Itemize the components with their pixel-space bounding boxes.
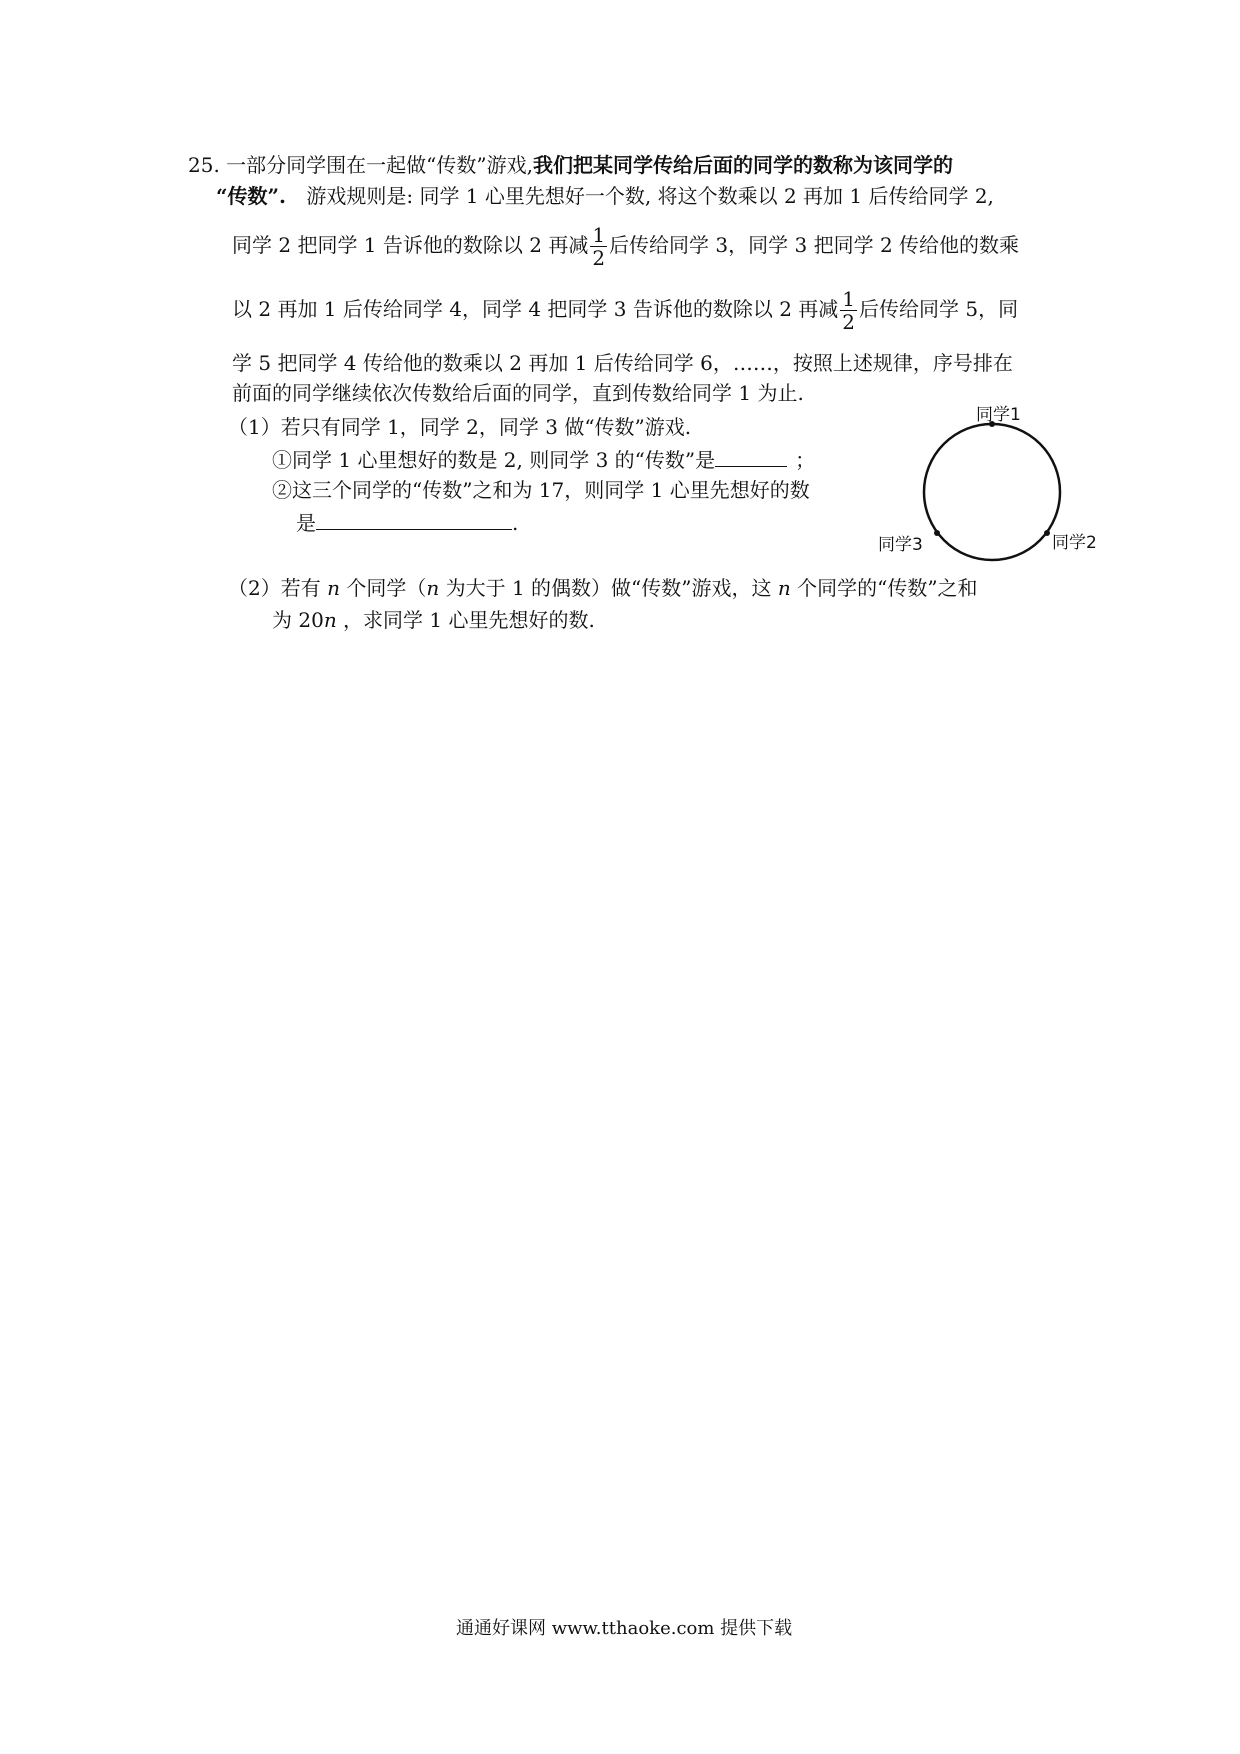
point-student-2 — [1044, 530, 1050, 536]
definition-text: “传数”. — [216, 184, 286, 208]
q2-cont: 是 — [296, 511, 316, 535]
intro-text: 一部分同学围在一起做“传数”游戏, — [226, 153, 533, 177]
var-n: n — [323, 608, 337, 632]
intro-bold-text: 我们把某同学传给后面的同学的数称为该同学的 — [532, 153, 953, 177]
line3-text-b: 后传给同学 3，同学 3 把同学 2 传给他的数乘 — [609, 233, 1020, 257]
problem-line-4 — [232, 287, 1018, 333]
label-student-3: 同学3 — [878, 535, 923, 555]
circle-diagram — [900, 400, 1100, 580]
problem-line-2 — [216, 181, 994, 211]
part2-text-c: 为大于 1 的偶数）做“传数”游戏，这 — [439, 576, 778, 600]
q1-end: ； — [795, 448, 816, 472]
var-n: n — [426, 576, 440, 600]
part2-line-1 — [228, 573, 978, 603]
part1-question-2-cont — [296, 507, 518, 538]
point-student-3 — [934, 530, 940, 536]
label-student-2: 同学2 — [1052, 533, 1097, 553]
part2-text-e: 为 20 — [272, 608, 324, 632]
problem-line-6: 前面的同学继续依次传数给后面的同学，直到传数给同学 1 为止. — [232, 381, 804, 405]
footer-text: 通通好课网 www.tthaoke.com 提供下载 — [456, 1618, 793, 1639]
line4-text-b: 后传给同学 5，同 — [859, 297, 1019, 321]
part2-text-b: 个同学（ — [339, 576, 427, 600]
q2-end: . — [512, 511, 519, 535]
answer-blank-2[interactable] — [316, 507, 512, 530]
part2-text-d: 个同学的“传数”之和 — [790, 576, 978, 600]
rule-text: 游戏规则是: 同学 1 心里先想好一个数, 将这个数乘以 2 再加 1 后传给同学 2, — [306, 184, 994, 208]
answer-blank-1[interactable] — [715, 444, 787, 467]
line3-text-a: 同学 2 把同学 1 告诉他的数除以 2 再减 — [232, 233, 589, 257]
part1-heading: （1）若只有同学 1，同学 2，同学 3 做“传数”游戏. — [228, 415, 692, 439]
problem-line-5: 学 5 把同学 4 传给他的数乘以 2 再加 1 后传给同学 6，……，按照上述规律，序号排在 — [232, 351, 1013, 375]
problem-line-3 — [232, 223, 1019, 269]
problem-number: 25. — [188, 153, 220, 177]
part2-text-f: ，求同学 1 心里先想好的数. — [336, 608, 595, 632]
pass-circle — [924, 424, 1060, 560]
part2-line-2 — [272, 605, 595, 635]
label-student-1: 同学1 — [976, 405, 1021, 425]
q1-text: ①同学 1 心里想好的数是 2, 则同学 3 的“传数”是 — [272, 448, 716, 472]
var-n: n — [777, 576, 791, 600]
fraction-one-half: $\frac{1}{2}$ — [842, 287, 856, 334]
line4-text-a: 以 2 再加 1 后传给同学 4，同学 4 把同学 3 告诉他的数除以 2 再减 — [232, 297, 839, 321]
problem-line-1 — [188, 150, 953, 180]
fraction-one-half: $\frac{1}{2}$ — [592, 223, 606, 270]
part2-text-a: （2）若有 — [228, 576, 328, 600]
var-n: n — [327, 576, 340, 600]
part1-question-2: ②这三个同学的“传数”之和为 17，则同学 1 心里先想好的数 — [272, 478, 810, 502]
part1-question-1 — [272, 444, 815, 475]
